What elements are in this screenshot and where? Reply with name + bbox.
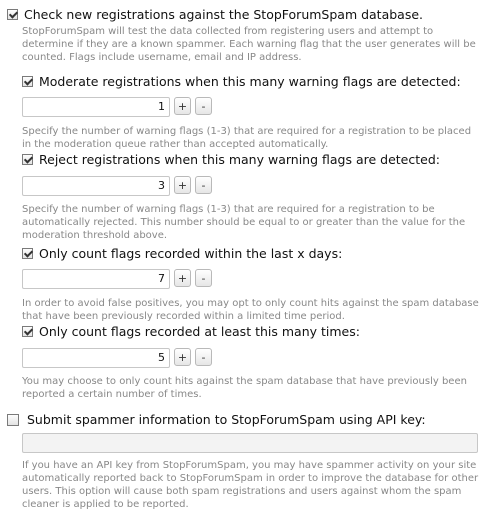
moderate-label: Moderate registrations when this many warning flags are detected: <box>39 74 461 89</box>
recent-days-checkbox[interactable] <box>22 248 33 259</box>
min-times-decrement-button[interactable]: - <box>195 348 212 366</box>
recent-days-decrement-button[interactable]: - <box>195 269 212 287</box>
recent-days-increment-button[interactable]: + <box>174 269 191 287</box>
moderate-option[interactable] <box>22 74 461 89</box>
recent-days-option[interactable] <box>22 246 342 261</box>
check-registrations-description: StopForumSpam will test the data collected from registering users and attempt to determine if they are a known spammer. Each warning flag that the user generates will be counted. Flags include username, email and IP address. <box>22 26 476 63</box>
reject-flags-input[interactable]: 3 <box>22 176 170 196</box>
min-times-option[interactable] <box>22 324 360 339</box>
submit-api-description: If you have an API key from StopForumSpam, you may have spammer activity on your site automatically reported back to StopForumSpam in order to improve the database for other users. This option will cause both spam registrations and users against whom the spam cleaner is applied to be reported. <box>22 460 479 510</box>
moderate-decrement-button[interactable]: - <box>195 97 212 115</box>
moderate-increment-button[interactable]: + <box>174 97 191 115</box>
min-times-input[interactable]: 5 <box>22 348 170 368</box>
submit-api-option[interactable] <box>7 412 426 427</box>
moderate-flags-input[interactable]: 1 <box>22 97 170 117</box>
recent-days-description: In order to avoid false positives, you may opt to only count hits against the spam database that have been previously recorded within a limited time period. <box>22 298 479 322</box>
min-times-description: You may choose to only count hits against the spam database that have previously been reported a certain number of times. <box>22 376 467 400</box>
check-registrations-option[interactable] <box>7 7 423 22</box>
check-registrations-checkbox[interactable] <box>7 9 18 20</box>
reject-checkbox[interactable] <box>22 154 33 165</box>
recent-days-input[interactable]: 7 <box>22 269 170 289</box>
moderate-description: Specify the number of warning flags (1-3) that are required for a registration to be placed in the moderation queue rather than accepted automatically. <box>22 126 472 150</box>
check-registrations-label: Check new registrations against the StopForumSpam database. <box>24 7 424 22</box>
reject-description: Specify the number of warning flags (1-3) that are required for a registration to be automatically rejected. This number should be equal to or greater than the value for the moderation threshold above. <box>22 204 466 241</box>
min-times-label: Only count flags recorded at least this many times: <box>39 324 360 339</box>
min-times-increment-button[interactable]: + <box>174 348 191 366</box>
api-key-input[interactable] <box>22 433 478 453</box>
submit-api-checkbox[interactable] <box>7 414 19 426</box>
min-times-checkbox[interactable] <box>22 326 33 337</box>
moderate-checkbox[interactable] <box>22 76 33 87</box>
reject-decrement-button[interactable]: - <box>195 176 212 194</box>
reject-option[interactable] <box>22 152 440 167</box>
reject-label: Reject registrations when this many warning flags are detected: <box>39 152 440 167</box>
recent-days-label: Only count flags recorded within the last x days: <box>39 246 343 261</box>
submit-api-label: Submit spammer information to StopForumSpam using API key: <box>27 412 426 427</box>
reject-increment-button[interactable]: + <box>174 176 191 194</box>
